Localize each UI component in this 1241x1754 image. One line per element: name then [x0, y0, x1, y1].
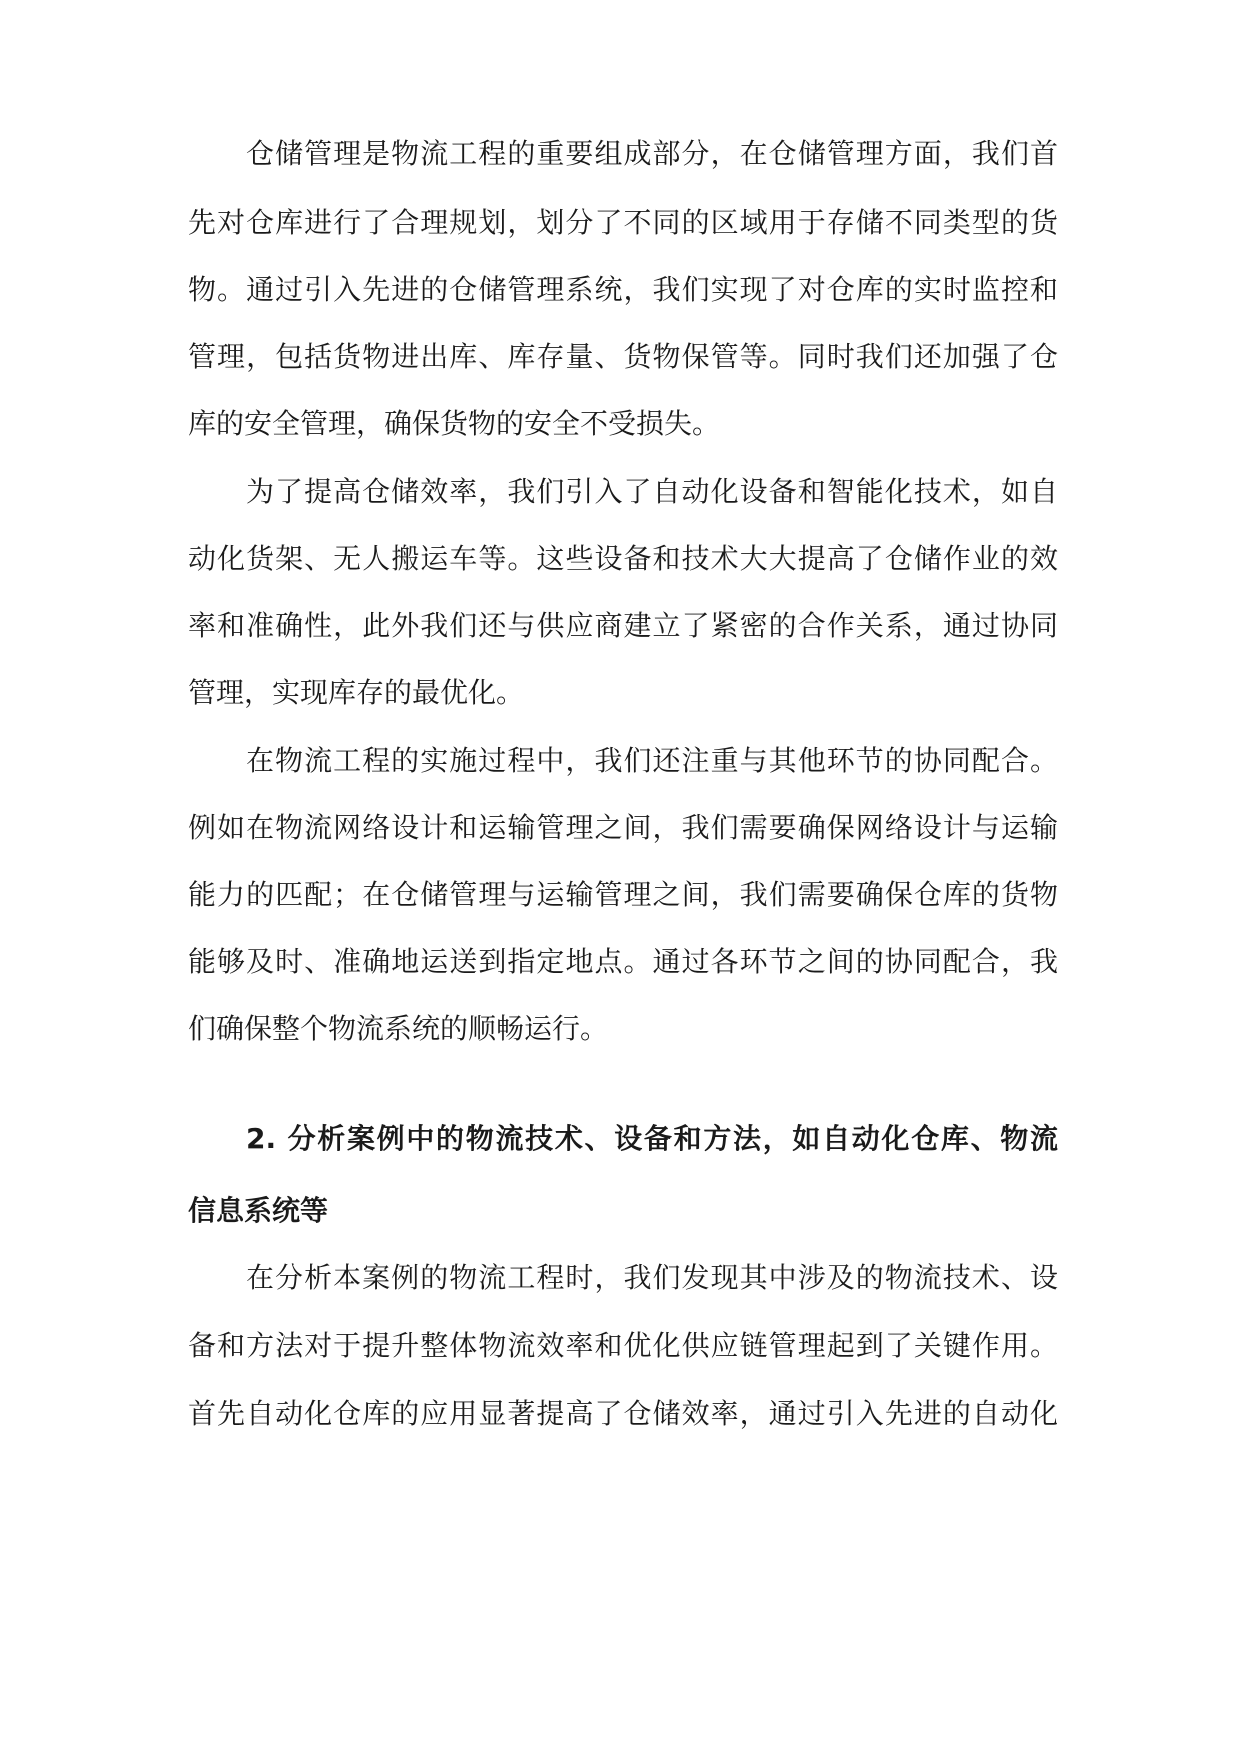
paragraph-1-line-2: 先对仓库进行了合理规划，划分了不同的区域用于存储不同类型的货 — [188, 206, 1058, 239]
paragraph-3-line-1: 在物流工程的实施过程中，我们还注重与其他环节的协同配合。 — [246, 744, 1058, 777]
paragraph-2-line-1: 为了提高仓储效率，我们引入了自动化设备和智能化技术，如自 — [246, 475, 1058, 508]
paragraph-3-line-5: 们确保整个物流系统的顺畅运行。 — [188, 1012, 609, 1045]
paragraph-2-line-4: 管理，实现库存的最优化。 — [188, 676, 525, 709]
paragraph-1-line-1: 仓储管理是物流工程的重要组成部分，在仓储管理方面，我们首 — [246, 137, 1058, 170]
paragraph-3-line-2: 例如在物流网络设计和运输管理之间，我们需要确保网络设计与运输 — [188, 811, 1058, 844]
paragraph-4-line-3: 首先自动化仓库的应用显著提高了仓储效率，通过引入先进的自动化 — [188, 1397, 1058, 1430]
paragraph-3-line-4: 能够及时、准确地运送到指定地点。通过各环节之间的协同配合，我 — [188, 945, 1058, 978]
paragraph-1-line-5: 库的安全管理，确保货物的安全不受损失。 — [188, 407, 721, 440]
paragraph-1-line-4: 管理，包括货物进出库、库存量、货物保管等。同时我们还加强了仓 — [188, 340, 1058, 373]
paragraph-4-line-1: 在分析本案例的物流工程时，我们发现其中涉及的物流技术、设 — [246, 1261, 1058, 1294]
paragraph-4-line-2: 备和方法对于提升整体物流效率和优化供应链管理起到了关键作用。 — [188, 1329, 1058, 1362]
paragraph-1-line-3: 物。通过引入先进的仓储管理系统，我们实现了对仓库的实时监控和 — [188, 273, 1058, 306]
paragraph-2-line-2: 动化货架、无人搬运车等。这些设备和技术大大提高了仓储作业的效 — [188, 542, 1058, 575]
paragraph-3-line-3: 能力的匹配；在仓储管理与运输管理之间，我们需要确保仓库的货物 — [188, 878, 1058, 911]
paragraph-2-line-3: 率和准确性，此外我们还与供应商建立了紧密的合作关系，通过协同 — [188, 609, 1058, 642]
section-heading-line-1: 2. 分析案例中的物流技术、设备和方法，如自动化仓库、物流 — [246, 1122, 1058, 1155]
section-heading-line-2: 信息系统等 — [188, 1194, 329, 1227]
